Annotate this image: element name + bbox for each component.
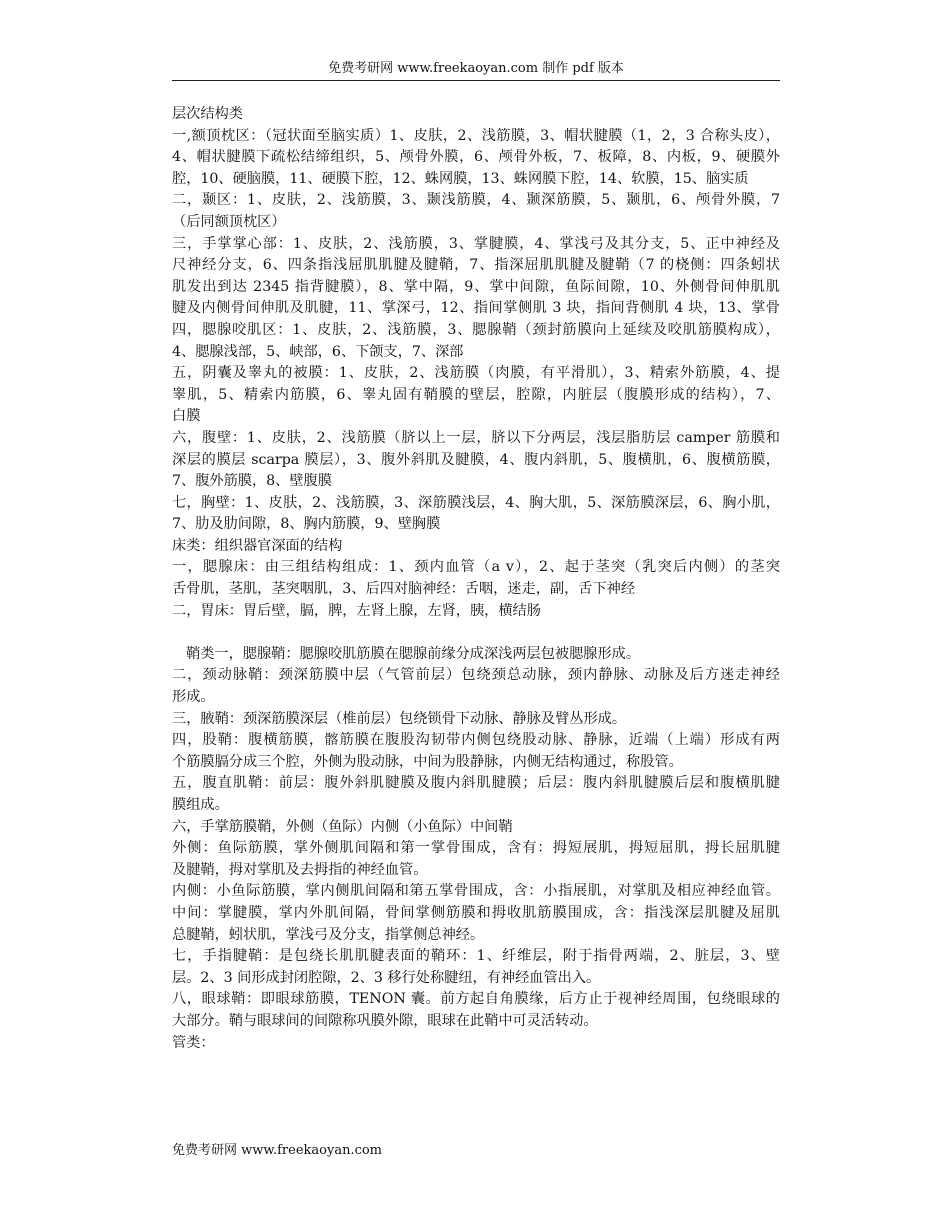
text-line: 外侧：鱼际筋膜，掌外侧肌间隔和第一掌骨围成，含有：拇短展肌，拇短屈肌，拇长屈肌腱 [172, 840, 780, 857]
text-line: 二，胃床：胃后壁，膈，脾，左肾上腺，左肾，胰，横结肠 [172, 602, 541, 619]
text-line: 个筋膜膈分成三个腔，外侧为股动脉，中间为股静脉，内侧无结构通过，称股管。 [172, 753, 683, 770]
text-line: 中间：掌腱膜，掌内外肌间隔，骨间掌侧筋膜和拇收肌筋膜围成，含：指浅深层肌腱及屈肌 [172, 904, 780, 921]
text-line: 五，腹直肌鞘：前层：腹外斜肌腱膜及腹内斜肌腱膜；后层：腹内斜肌腱膜后层和腹横肌腱 [172, 775, 780, 792]
text-line: 深层的膜层 scarpa 膜层），3、腹外斜肌及腱膜，4、腹内斜肌，5、腹横肌，6、腹横筋膜， [172, 451, 780, 468]
text-line: 层次结构类 [172, 106, 243, 122]
text-line: 肌发出到达 2345 指背腱膜），8、掌中隔，9、掌中间隙，鱼际间隙，10、外侧骨间伸肌肌 [172, 278, 780, 295]
header-divider [172, 80, 780, 81]
text-line: 管类： [172, 1034, 215, 1051]
text-line: 大部分。鞘与眼球间的间隙称巩膜外隙，眼球在此鞘中可灵活转动。 [172, 1012, 598, 1029]
text-line: 层。2、3 间形成封闭腔隙，2、3 移行处称腱纽，有神经血管出入。 [172, 969, 601, 986]
text-line: 舌骨肌，茎肌，茎突咽肌，3、后四对脑神经：舌咽，迷走，副，舌下神经 [172, 581, 636, 598]
text-line: 六，手掌筋膜鞘，外侧（鱼际）内侧（小鱼际）中间鞘 [172, 818, 513, 835]
text-line: 五，阴囊及睾丸的被膜：1、皮肤，2、浅筋膜（肉膜，有平滑肌），3、精索外筋膜，4、提 [172, 365, 780, 382]
text-line: 内侧：小鱼际筋膜，掌内侧肌间隔和第五掌骨围成，含：小指展肌，对掌肌及相应神经血管。 [172, 883, 780, 900]
text-line: （后同额顶枕区） [172, 213, 286, 230]
text-line: 三，手掌掌心部：1、皮肤，2、浅筋膜，3、掌腱膜，4、掌浅弓及其分支，5、正中神经及 [172, 235, 780, 252]
page-header: 免费考研网 www.freekaoyan.com 制作 pdf 版本 [328, 61, 624, 76]
text-line: 一，腮腺床：由三组结构组成：1、颈内血管（a v），2、起于茎突（乳突后内侧）的茎突 [172, 559, 780, 576]
text-line: 形成。 [172, 689, 215, 706]
text-line: 四，股鞘：腹横筋膜，髂筋膜在腹股沟韧带内侧包绕股动脉、静脉，近端（上端）形成有两 [172, 732, 780, 749]
text-line: 一,额顶枕区：（冠状面至脑实质）1、皮肤，2、浅筋膜，3、帽状腱膜（1，2，3 合称头皮）， [172, 127, 780, 144]
text-line: 二，颞区：1、皮肤，2、浅筋膜，3、颞浅筋膜，4、颞深筋膜，5、颞肌，6、颅骨外膜，7 [172, 192, 780, 209]
text-line: 7、肋及肋间隙，8、胸内筋膜，9、壁胸膜 [172, 516, 441, 533]
text-line: 床类：组织器官深面的结构 [172, 537, 343, 554]
text-line: 膜组成。 [172, 797, 229, 813]
page-footer: 免费考研网 www.freekaoyan.com [172, 1143, 383, 1158]
text-line: 及腱鞘，拇对掌肌及去拇指的神经血管。 [172, 861, 428, 878]
text-line: 白膜 [172, 408, 201, 425]
text-line: 4、帽状腱膜下疏松结缔组织，5、颅骨外膜，6、颅骨外板，7、板障，8、内板，9、硬膜外 [172, 149, 780, 166]
text-line: 4、腮腺浅部，5、峡部，6、下颌支，7、深部 [172, 343, 464, 360]
text-line: 腔，10、硬脑膜，11、硬膜下腔，12、蛛网膜，13、蛛网膜下腔，14、软膜，15、脑实质 [172, 170, 749, 187]
document-body [172, 104, 780, 1054]
text-line: 八，眼球鞘：即眼球筋膜，TENON 囊。前方起自角膜缘，后方止于视神经周围，包绕眼球的 [172, 991, 780, 1008]
text-line: 四，腮腺咬肌区：1、皮肤，2、浅筋膜，3、腮腺鞘（颈封筋膜向上延续及咬肌筋膜构成）， [172, 321, 780, 338]
text-line: 鞘类一，腮腺鞘：腮腺咬肌筋膜在腮腺前缘分成深浅两层包被腮腺形成。 [186, 645, 641, 662]
text-line: 睾肌，5、精索内筋膜，6、睾丸固有鞘膜的壁层，腔隙，内脏层（腹膜形成的结构），7、 [172, 386, 780, 403]
text-line: 腱及内侧骨间伸肌及肌腱，11、掌深弓，12、指间掌侧肌 3 块，指间背侧肌 4 块，13、掌骨 [172, 300, 780, 317]
blank-line [172, 622, 780, 644]
text-line: 七，胸壁：1、皮肤，2、浅筋膜，3、深筋膜浅层，4、胸大肌，5、深筋膜深层，6、胸小肌， [172, 494, 780, 511]
text-line: 三，腋鞘：颈深筋膜深层（椎前层）包绕锁骨下动脉、静脉及臂丛形成。 [172, 710, 627, 727]
text-line: 七，手指腱鞘：是包绕长肌肌腱表面的鞘环：1、纤维层，附于指骨两端，2、脏层，3、壁 [172, 948, 780, 965]
text-line: 7、腹外筋膜，8、壁腹膜 [172, 473, 332, 490]
text-line: 总腱鞘，蚓状肌，掌浅弓及分支，指掌侧总神经。 [172, 926, 485, 943]
text-line: 二，颈动脉鞘：颈深筋膜中层（气管前层）包绕颈总动脉，颈内静脉、动脉及后方迷走神经 [172, 667, 780, 684]
text-line: 尺神经分支，6、四条指浅屈肌肌腱及腱鞘，7、指深屈肌肌腱及腱鞘（7 的桡侧：四条蚓状 [172, 257, 780, 274]
text-line: 六，腹壁：1、皮肤，2、浅筋膜（脐以上一层，脐以下分两层，浅层脂肪层 camper 筋膜和 [172, 429, 780, 446]
